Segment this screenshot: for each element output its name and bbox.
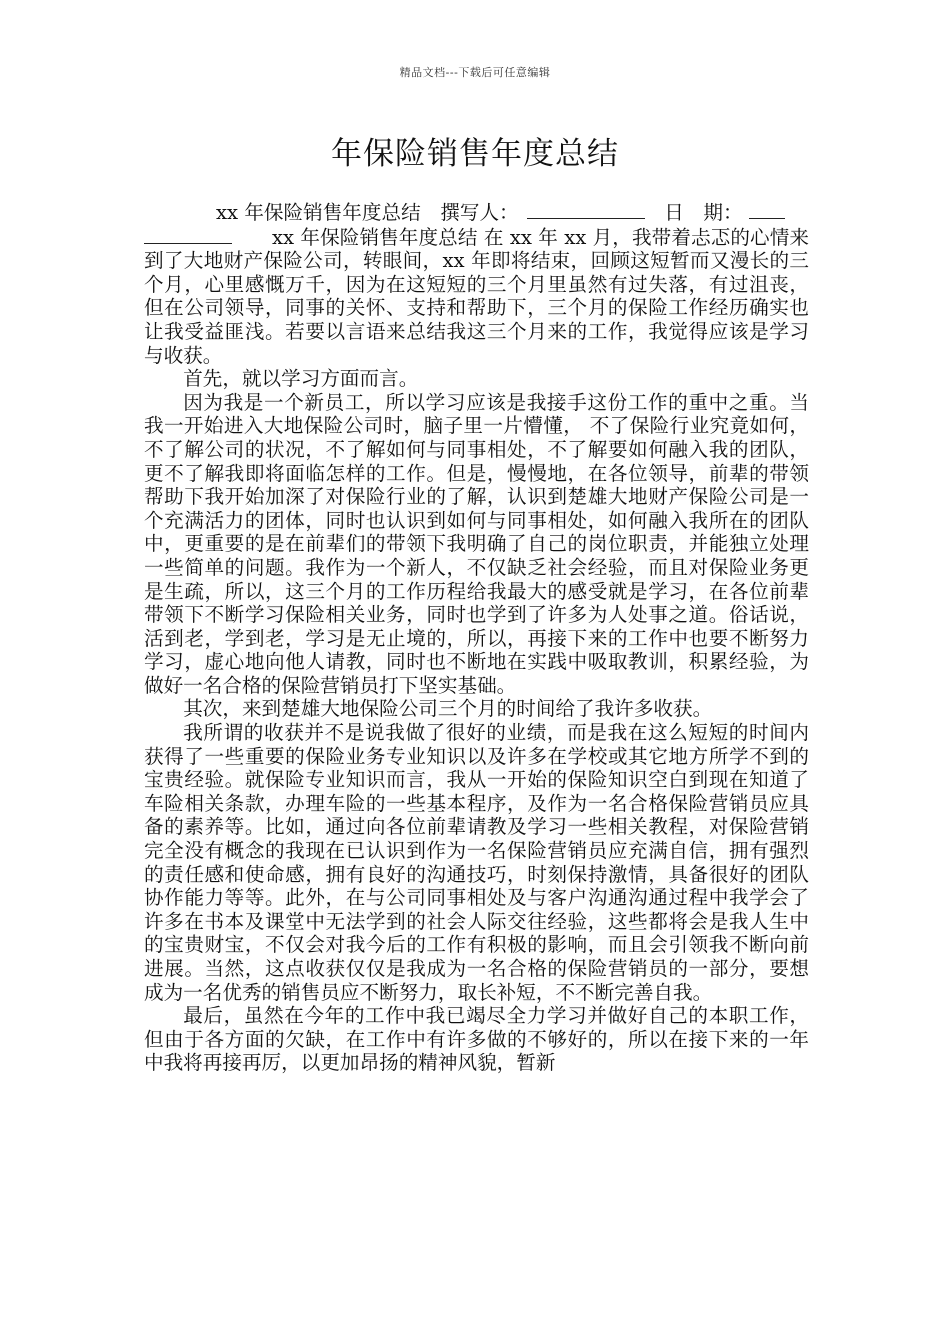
header-note: 精品文档---下载后可任意编辑: [399, 66, 551, 79]
meta-author-label: 撰写人：: [440, 201, 519, 224]
paragraph-study: 因为我是一个新员工，所以学习应该是我接手这份工作的重中之重。当我一开始进入大地保险公司时，脑子里一片懵懂， 不了保险行业究竟如何，不了解公司的状况，不了解如何与同事相处，不了解要如何融入我的团队，更不了解我即将面临怎样的工作。但是，慢慢地，在各位领导，前辈的带领帮助下我开始加深了对保险行业的了解，认识到楚雄大地财产保险公司是一个充满活力的团体，同时也认识到如何与同事相处，如何融入我所在的团队中，更重要的是在前辈们的带领下我明确了自己的岗位职责，并能独立处理一些简单的问题。我作为一个新人，不仅缺乏社会经验，而且对保险业务更是生疏，所以，这三个月的工作历程给我最大的感受就是学习，在各位前辈带领下不断学习保险相关业务，同时也学到了许多为人处事之道。俗话说，活到老，学到老，学习是无止境的，所以，再接下来的工作中也要不断努力学习，虚心地向他人请教，同时也不断地在实践中吸取教训，积累经验，为做好一名合格的保险营销员打下坚实基础。: [144, 390, 809, 697]
paragraph-study-heading: 首先，就以学习方面而言。: [183, 367, 419, 391]
document-body: [144, 200, 809, 1075]
meta-date-label: 日 期：: [664, 201, 743, 224]
date-blank: [749, 200, 785, 219]
date-blank-continued: [144, 225, 232, 244]
document-meta-line: [144, 200, 809, 225]
intro-paragraph: [144, 225, 809, 368]
paragraph-gains: 我所谓的收获并不是说我做了很好的业绩，而是我在这么短短的时间内获得了一些重要的保险业务专业知识以及许多在学校或其它地方所学不到的宝贵经验。就保险专业知识而言，我从一开始的保险知识空白到现在知道了车险相关条款，办理车险的一些基本程序，及作为一名合格保险营销员应具备的素养等。比如，通过向各位前辈请教及学习一些相关教程，对保险营销完全没有概念的我现在已认识到作为一名保险营销员应充满自信，拥有强烈的责任感和使命感，拥有良好的沟通技巧，时刻保持激情，具备很好的团队协作能力等等。此外，在与公司同事相处及与客户沟通沟通过程中我学会了许多在书本及课堂中无法学到的社会人际交往经验，这些都将会是我人生中的宝贵财宝，不仅会对我今后的工作有积极的影响，而且会引领我不断向前进展。当然，这点收获仅仅是我成为一名合格的保险营销员的一部分，要想成为一名优秀的销售员应不断努力，取长补短，不不断完善自我。: [144, 721, 809, 1004]
meta-doc-name: xx 年保险销售年度总结: [216, 201, 421, 224]
paragraph-closing: 最后，虽然在今年的工作中我已竭尽全力学习并做好自己的本职工作，但由于各方面的欠缺，在工作中有许多做的不够好的，所以在接下来的一年中我将再接再厉，以更加昂扬的精神风貌，暂新: [144, 1004, 809, 1075]
paragraph-gains-heading: 其次，来到楚雄大地保险公司三个月的时间给了我许多收获。: [183, 697, 713, 721]
document-title: 年保险销售年度总结: [331, 136, 619, 172]
author-blank: [527, 200, 645, 219]
intro-text: xx 年保险销售年度总结 在 xx 年 xx 月，我带着忐忑的心情来到了大地财产保险公司，转眼间，xx 年即将结束，回顾这短暂而又漫长的三个月，心里感慨万千，因为在这短短的三个月里虽然有过失落，有过沮丧，但在公司领导，同事的关怀、支持和帮助下，三个月的保险工作经历确实也让我受益匪浅。若要以言语来总结我这三个月来的工作，我觉得应该是学习与收获。: [144, 225, 809, 367]
